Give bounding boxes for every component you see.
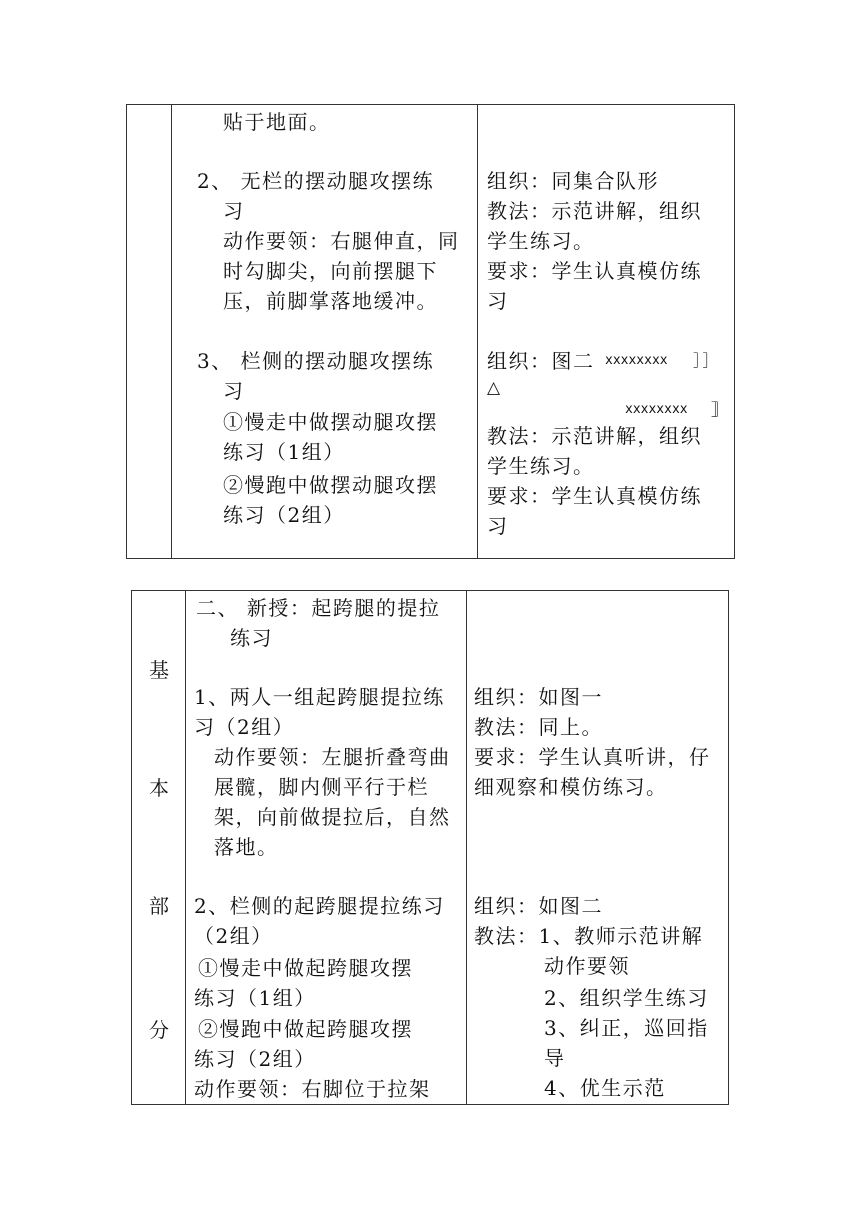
content-line: ②慢跑中做起跨腿攻摆 bbox=[198, 1017, 413, 1041]
content-line: 动作要领：左腿折叠弯曲 bbox=[214, 745, 451, 769]
org-step: 导 bbox=[544, 1046, 566, 1070]
section-label-char: 分 bbox=[149, 1018, 171, 1042]
org-line: 学生练习。 bbox=[487, 229, 595, 253]
item-title: 2、 无栏的摆动腿攻摆练 bbox=[197, 169, 435, 193]
column-divider-section bbox=[185, 591, 186, 1104]
content-line: 练习（2组） bbox=[223, 503, 345, 527]
org-line: 教法：同上。 bbox=[474, 715, 603, 739]
org-line: 组织：如图一 bbox=[474, 685, 603, 709]
content-line: 时勾脚尖，向前摆腿下 bbox=[223, 259, 438, 283]
item-title: 3、 栏侧的摆动腿攻摆练 bbox=[197, 349, 435, 373]
org-step: 2、组织学生练习 bbox=[544, 986, 709, 1010]
item-title: 1、两人一组起跨腿提拉练 bbox=[194, 685, 445, 709]
content-line: 贴于地面。 bbox=[223, 110, 331, 134]
org-line: 教法：1、教师示范讲解 bbox=[474, 924, 704, 948]
org-step: 4、优生示范 bbox=[544, 1076, 666, 1100]
org-line: 习 bbox=[487, 514, 509, 538]
content-line: ①慢走中做摆动腿攻摆 bbox=[223, 410, 438, 434]
formation-row: xxxxxxxx bbox=[605, 353, 668, 368]
org-step: 3、纠正，巡回指 bbox=[544, 1016, 709, 1040]
content-line: 练习（1组） bbox=[194, 986, 316, 1010]
content-line: ②慢跑中做摆动腿攻摆 bbox=[223, 473, 438, 497]
content-line: 架，向前做提拉后，自然 bbox=[214, 805, 451, 829]
item-title: 2、栏侧的起跨腿提拉练习 bbox=[194, 894, 445, 918]
formation-hurdle: ］］ bbox=[711, 400, 724, 419]
org-line: 要求：学生认真模仿练 bbox=[487, 259, 702, 283]
org-line: 组织：同集合队形 bbox=[487, 169, 659, 193]
org-line: 细观察和模仿练习。 bbox=[474, 775, 668, 799]
formation-hurdle: ］］ bbox=[693, 351, 721, 370]
org-line: 组织：如图二 bbox=[474, 894, 603, 918]
content-line: 动作要领：右脚位于拉架 bbox=[194, 1077, 431, 1101]
org-line: 学生练习。 bbox=[487, 454, 595, 478]
content-line: 落地。 bbox=[214, 835, 279, 859]
content-line: 练习（1组） bbox=[223, 440, 345, 464]
org-line: 教法：示范讲解，组织 bbox=[487, 424, 702, 448]
content-line: 练习（2组） bbox=[194, 1047, 316, 1071]
section-heading: 二、 新授：起跨腿的提拉 bbox=[196, 596, 441, 620]
triangle-icon: △ bbox=[487, 378, 502, 398]
content-line: ①慢走中做起跨腿攻摆 bbox=[198, 956, 413, 980]
org-step: 动作要领 bbox=[544, 954, 630, 978]
section-label-char: 本 bbox=[149, 776, 171, 800]
content-line: 展髋，脚内侧平行于栏 bbox=[214, 775, 429, 799]
section-heading-cont: 练习 bbox=[230, 626, 273, 650]
org-line: 教法：示范讲解，组织 bbox=[487, 199, 702, 223]
item-title-cont: 习 bbox=[223, 379, 245, 403]
org-line: 组织：图二 bbox=[487, 349, 595, 373]
org-line: 习 bbox=[487, 289, 509, 313]
content-line: 压，前脚掌落地缓冲。 bbox=[223, 289, 438, 313]
content-line: 动作要领：右腿伸直，同 bbox=[223, 229, 460, 253]
column-divider-org bbox=[477, 105, 478, 558]
item-title-cont: 习 bbox=[223, 199, 245, 223]
org-line: 要求：学生认真听讲，仔 bbox=[474, 745, 711, 769]
section-label-char: 部 bbox=[149, 894, 171, 918]
item-title-cont: （2组） bbox=[194, 924, 273, 948]
org-line: 要求：学生认真模仿练 bbox=[487, 484, 702, 508]
column-divider-section bbox=[171, 105, 172, 558]
item-title-cont: 习（2组） bbox=[194, 715, 295, 739]
section-label-char: 基 bbox=[149, 658, 171, 682]
lesson-table-1 bbox=[126, 104, 735, 559]
lesson-table-2 bbox=[131, 590, 729, 1105]
formation-row: xxxxxxxx bbox=[625, 402, 688, 417]
column-divider-org bbox=[466, 591, 467, 1104]
